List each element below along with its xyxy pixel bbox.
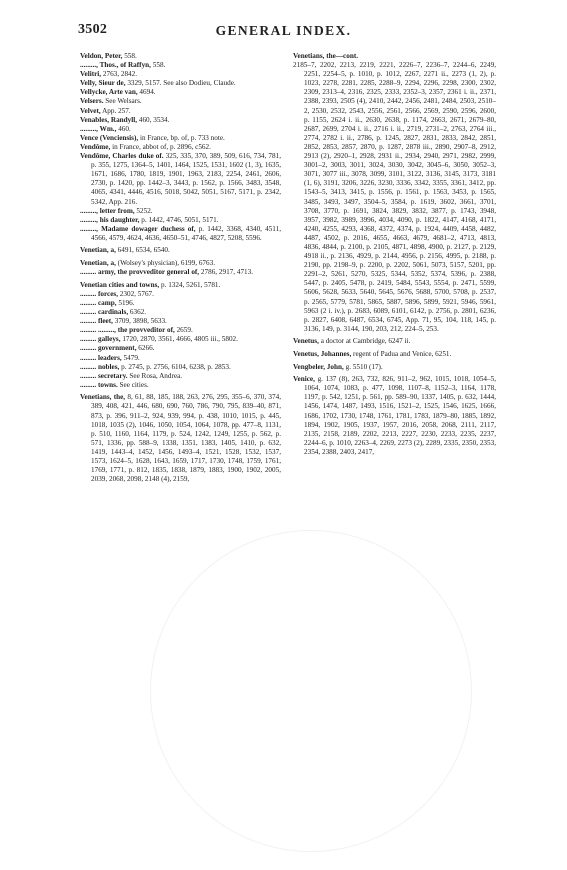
index-entry-references: in France, abbot of, p. 2896, c562. bbox=[110, 142, 211, 151]
index-entry-heading: Vellycke, Arte van, bbox=[80, 88, 138, 97]
index-entry-heading: Velitri, bbox=[80, 70, 102, 79]
index-entry-references: 5252. bbox=[134, 206, 153, 215]
page-title: GENERAL INDEX. bbox=[215, 23, 352, 38]
index-entry-heading: ......... fleet, bbox=[80, 317, 113, 326]
index-entry-heading: Venetian, a, bbox=[80, 259, 116, 268]
index-entry-references: p. 1324, 5261, 5781. bbox=[159, 280, 221, 289]
index-entry bbox=[80, 268, 281, 277]
index-entry-heading: ......... army, the provveditor general of, bbox=[80, 268, 200, 277]
index-entry bbox=[293, 337, 496, 346]
index-entry-heading: ......... towns. bbox=[80, 380, 118, 389]
index-entry bbox=[80, 281, 281, 290]
index-entry bbox=[293, 61, 496, 334]
index-entry-heading: ........., Thos., of Raffyn, bbox=[80, 61, 151, 70]
index-entry-heading: ......... leaders, bbox=[80, 353, 122, 362]
index-entry-references: g. 137 (8), 263, 732, 826, 911–2, 962, 1015, 1018, 1054–5, 1064, 1074, 1083, p. 477, 1098, 1107–8, 1152–3, 1164, 1178, 1197, p. 542, 1251, p. 561, pp. 589–90, 1337, 1405, p. 632, 1444, 1456, 1474, 1487, 1493, 1516, 1521–2, 1525, 1546, 1625, 1666, 1686, 1702, 1730, 1748, 1761, 1781, 1783, 1879–80, 1885, 1892, 1894, 1902, 1905, 1937, 1957, 2016, 2058, 2068, 2111, 2117, 2135, 2158, 2189, 2202, 2213, 2227, 2230, 2233, 2235, 2237, 2244–6, p. 1010, 2263–4, 2269, 2273 (2), 2289, 2335, 2350, 2353, 2354, 2388, 2403, 2417, bbox=[304, 375, 496, 456]
index-entry-heading: Venetus, Johannes, bbox=[293, 350, 352, 358]
index-entry bbox=[80, 363, 281, 372]
index-entry-references: 1720, 2870, 3561, 4666, 4805 iii., 5802. bbox=[120, 335, 238, 344]
index-entry-heading: ......... camp, bbox=[80, 298, 117, 307]
index-entry bbox=[80, 207, 281, 216]
index-entry-references: a doctor at Cambridge, 6247 ii. bbox=[318, 337, 411, 346]
index-entry bbox=[80, 125, 281, 134]
index-entry-heading: ......... galleys, bbox=[80, 335, 121, 344]
page-header bbox=[0, 22, 567, 42]
index-entry bbox=[80, 372, 281, 381]
index-entry bbox=[293, 375, 496, 457]
index-entry bbox=[80, 52, 281, 61]
index-entry-references: See Welsars. bbox=[103, 97, 142, 106]
index-entry bbox=[293, 363, 496, 372]
index-entry bbox=[80, 259, 281, 268]
index-entry-references: 3709, 3898, 5633. bbox=[112, 317, 167, 326]
index-entry-references: 2659. bbox=[174, 326, 193, 335]
index-entry bbox=[80, 308, 281, 317]
index-column-left bbox=[80, 52, 281, 484]
index-entry-heading: ......... government, bbox=[80, 344, 137, 353]
index-entry-heading: ........., Wm., bbox=[80, 124, 117, 133]
index-entry-references: 2786, 2917, 4713. bbox=[199, 268, 254, 277]
index-entry-references: 2302, 5767. bbox=[118, 289, 154, 298]
index-entry bbox=[293, 52, 496, 61]
index-entry-references: 6491, 6534, 6540. bbox=[115, 246, 170, 255]
index-entry-heading: Venetian cities and towns, bbox=[80, 280, 160, 289]
index-entry-references: App. 257. bbox=[100, 106, 131, 115]
index-entry-references: 2763, 2842. bbox=[101, 70, 138, 79]
index-entry-heading: Venetians, the—cont. bbox=[293, 52, 359, 60]
index-entry-references: 460, 3534. bbox=[137, 115, 170, 124]
index-entry-references: 4694. bbox=[137, 88, 156, 97]
index-entry bbox=[80, 326, 281, 335]
index-entry-references: 558. bbox=[150, 61, 166, 70]
index-entry-heading: Vengbeler, John, bbox=[293, 362, 344, 371]
index-entry-heading: Vence (Venciensis), bbox=[80, 133, 139, 142]
index-entry bbox=[80, 216, 281, 225]
index-entry-heading: Veldon, Peter, bbox=[80, 52, 123, 60]
index-entry bbox=[80, 393, 281, 484]
index-entry-heading: ......... forces, bbox=[80, 289, 118, 298]
index-entry bbox=[80, 97, 281, 106]
index-entry-references: g. 5510 (17). bbox=[343, 362, 383, 371]
index-entry-heading: ........., letter from, bbox=[80, 206, 135, 215]
index-entry bbox=[80, 246, 281, 255]
index-entry-heading: ......... ........., the provveditor of, bbox=[80, 326, 175, 335]
index-entry-heading: Venables, Randyll, bbox=[80, 115, 138, 124]
index-entry-heading: ........., Madame dowager duchess of, bbox=[80, 224, 196, 233]
index-entry-heading: Velly, Sieur de, bbox=[80, 79, 126, 88]
index-entry-heading: Venetus, bbox=[293, 337, 319, 346]
index-entry bbox=[80, 317, 281, 326]
index-entry-references: p. 1442, 3368, 4340, 4511, 4566, 4579, 4624, 4636, 4650–51, 4746, 4827, 5208, 5596. bbox=[91, 224, 281, 242]
index-entry-heading: Velsers. bbox=[80, 97, 104, 106]
index-entry bbox=[80, 107, 281, 116]
index-entry bbox=[80, 354, 281, 363]
index-entry-references: 5196. bbox=[116, 298, 135, 307]
index-entry-heading: Velvet, bbox=[80, 106, 101, 115]
index-entry-heading: Vendôme, Charles duke of. bbox=[80, 152, 164, 161]
page-number: 3502 bbox=[78, 22, 108, 37]
index-column-right bbox=[293, 52, 496, 457]
index-entry-references: regent of Padua and Venice, 6251. bbox=[351, 350, 452, 358]
index-entry-heading: ........., his daughter, bbox=[80, 215, 140, 224]
index-entry-heading: Venetian, a, bbox=[80, 246, 116, 255]
index-entry-heading: Venetians, the, bbox=[80, 393, 126, 402]
index-entry-heading: ......... cardinals, bbox=[80, 308, 129, 317]
index-entry-references: 3329, 5157. See also Dodieu, Claude. bbox=[125, 79, 236, 88]
index-entry bbox=[293, 350, 496, 359]
index-entry bbox=[80, 335, 281, 344]
index-entry bbox=[80, 152, 281, 207]
index-entry-references: 325, 335, 370, 389, 509, 616, 734, 781, p. 355, 1275, 1364–5, 1401, 1464, 1525, 1531, 1602 (1, 3), 1635, 1671, 1686, 1780, 1819, 1901, 1963, 2183, 2254, 2461, 2606, 2730, p. 1420, pp. 1442–3, 3443, p. 1562, p. 1566, 3483, 3548, 4065, 4341, 4446, 4516, 5018, 5042, 5051, 5167, 5171, p. 2342, 5342, App. 216. bbox=[91, 152, 281, 206]
index-entry-references: 8, 61, 88, 185, 188, 263, 276, 295, 355–6, 370, 374, 389, 408, 421, 446, 680, 690, 760, 786, 790, 795, 839–40, 871, 873, p. 396, 911–2, 924, 939, 994, p. 438, 1010, 1015, p. 445, 1018, 1035 (2), 1046, 1050, 1054, 1064, 1078, pp. 477–8, 1131, p. 510, 1160, 1164, 1179, p. 524, 1242, 1249, 1255, p. 562, p. 571, 1336, pp. 588–9, 1338, 1351, 1383, 1405, 1410, p. 632, 1419, 1443–4, 1452, 1456, 1493–4, 1521, 1528, 1532, 1537, 1573, 1624–5, 1628, 1643, 1659, 1717, 1730, 1748, 1759, 1761, 1769, 1771, p. 812, 1835, 1838, 1879, 1883, 1900, 1902, 2005, 2039, 2068, 2098, 2148 (4), 2159, bbox=[91, 393, 281, 484]
index-entry bbox=[80, 61, 281, 70]
index-entry bbox=[80, 381, 281, 390]
index-entry bbox=[80, 290, 281, 299]
index-entry bbox=[80, 79, 281, 88]
index-entry-references: See cities. bbox=[117, 380, 149, 389]
index-entry bbox=[80, 143, 281, 152]
index-entry-references: 2185–7, 2202, 2213, 2219, 2221, 2226–7, 2236–7, 2244–6, 2249, 2251, 2254–5, p. 1010, p. 1012, 2267, 2271 ii., 2273 (1, 2), p. 1023, 2278, 2281, 2285, 2288–9, 2294, 2296, 2298, 2300, 2302, 2309, 2313–4, 2316, 2325, 2333, 2352–3, 2357, 2361 i. ii., 2371, 2388, 2393, 2505 (4), 2410, 2442, 2456, 2481, 2484, 2503, 2510–2, 2530, 2532, 2543, 2556, 2561, 2566, 2569, 2590, 2596, 2600, p. 1155, 2624 i. ii., 2630, 2638, p. 1174, 2663, 2671, 2679–80, 2687, 2699, 2704 i. ii., 2716 i. ii., 2719, 2731–2, 2763, 2764 iii., 2774, 2782 i. ii., 2786, p. 1245, 2827, 2831, 2833, 2842, 2851, 2852, 2853, 2857, 2870, p. 1287, 2878 iii., 2890, 2907–8, 2912, 2913 (2), 2920–1, 2928, 2931 ii., 2934, 2940, 2971, 2982, 2999, 3001–2, 3003, 3011, 3024, 3030, 3042, 3045–6, 3050, 3052–3, 3071, 3077 iii., 3078, 3099, 3101, 3122, 3136, 3145, 3173, 3181 (1, 6), 3191, 3206, 3226, 3230, 3336, 3342, 3355, 3361, 3412, pp. 1543–5, 3413, 3415, p. 1556, p. 1561, p. 1563, 3453, p. 1565, 3485, 3493, 3497, 3504–5, 3584, p. 1619, 3602, 3661, 3701, 3708, 3770, p. 1691, 3824, 3829, 3832, 3877, p. 1743, 3948, 3957, 3982, 3989, 3996, 4034, 4090, p. 1822, 4147, 4168, 4171, 4240, 4255, 4293, 4368, 4372, 4374, p. 1924, 4409, 4458, 4482, 4487, 4502, p. 2016, 4655, 4663, 4679, 4681–2, 4713, 4813, 4836, 4844, p. 2100, p. 2105, 4871, 4898, 4900, p. 2127, p. 2129, 4918 ii., p. 2136, 4929, p. 2144, 4956, p. 2156, 4995, p. 2188, p. 2190, pp. 2198–9, p. 2200, p. 2202, 5061, 5073, 5157, 5201, pp. 2291–2, 5261, 5270, 5325, 5344, 5352, 5374, 5396, p. 2388, 5447, p. 2405, 5478, p. 2419, 5484, 5543, 5554, p. 2471, 5599, 5606, 5628, 5633, 5640, 5645, 5676, 5688, 5700, 5708, p. 2537, p. 2565, 5779, 5781, 5865, 5887, 5896, 5899, 5921, 5946, 5961, 5963 (2 i. iv.), p. 2683, 6089, 6101, 6142, p. 2756, p. 2801, 6236, p. 2827, 6408, 6487, 6534, 6745, App. 71, 95, 104, 118, 145, p. 3136, 149, p. 3144, 190, 203, 212, 224–5, 253. bbox=[293, 61, 496, 333]
index-entry bbox=[80, 134, 281, 143]
index-entry-references: p. 2745, p. 2756, 6104, 6238, p. 2853. bbox=[119, 362, 231, 371]
index-entry-references: 558. bbox=[122, 52, 137, 60]
index-entry-heading: ......... nobles, bbox=[80, 362, 120, 371]
index-entry-references: in France, bp. of, p. 733 note. bbox=[138, 133, 225, 142]
index-entry-heading: Vendôme, bbox=[80, 142, 111, 151]
index-entry-references: p. 1442, 4746, 5051, 5171. bbox=[139, 215, 219, 224]
index-entry bbox=[80, 116, 281, 125]
index-entry bbox=[80, 88, 281, 97]
index-entry-references: 460. bbox=[116, 124, 131, 133]
index-entry-references: 5479. bbox=[121, 353, 140, 362]
index-entry-heading: ......... secretary. bbox=[80, 371, 128, 380]
index-entry-references: (Wolsey's physician), 6199, 6763. bbox=[115, 259, 216, 268]
library-stamp-watermark bbox=[150, 530, 472, 852]
index-entry-heading: Venice, bbox=[293, 375, 315, 384]
index-entry-references: 6362. bbox=[128, 308, 147, 317]
index-entry bbox=[80, 299, 281, 308]
index-entry bbox=[80, 70, 281, 79]
index-entry-references: 6266. bbox=[136, 344, 155, 353]
index-entry bbox=[80, 225, 281, 243]
index-entry-references: See Rosa, Andrea. bbox=[127, 371, 183, 380]
index-entry bbox=[80, 344, 281, 353]
